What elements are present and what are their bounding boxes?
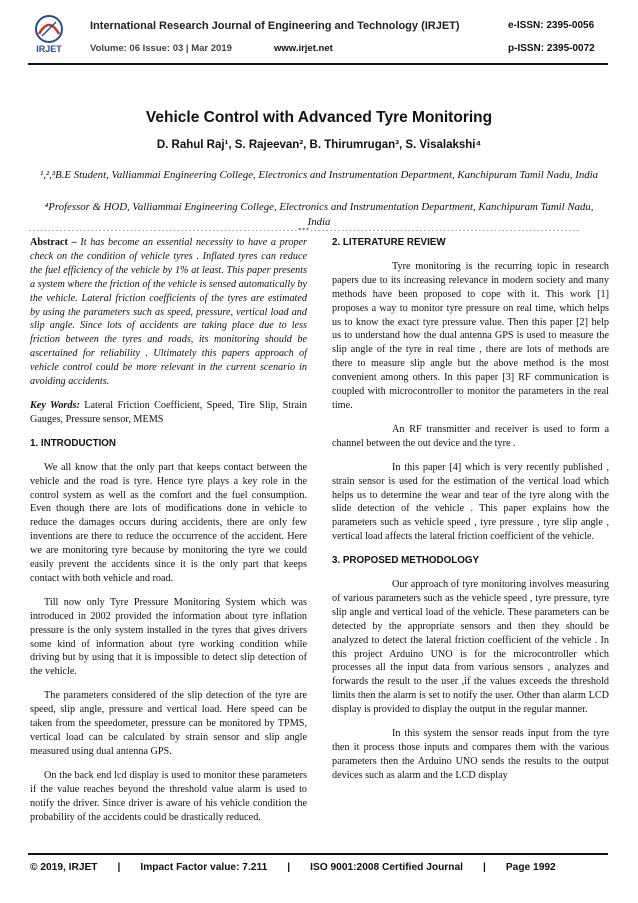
intro-paragraph: Till now only Tyre Pressure Monitoring System which was introduced in 2002 provided the information about tyre inflation pressure is the only system installed in the tyres that gives drivers some kind of information about tyre working condition while driving but by using that it is impossible to detect slip detection of the vehicle. <box>30 596 307 678</box>
footer-iso: ISO 9001:2008 Certified Journal <box>310 862 463 873</box>
footer-divider: | <box>287 862 291 873</box>
left-column <box>30 236 307 834</box>
methodology-paragraph: In this system the sensor reads input from the tyre then it process those inputs and compares them with the various parameters then the Arduino UNO sends the results to the output devices such as alarm and the LCD display <box>332 728 609 781</box>
paper-title: Vehicle Control with Advanced Tyre Monitoring <box>145 109 493 126</box>
footer-divider: | <box>117 862 121 873</box>
footer-divider: | <box>483 862 486 873</box>
footer-page-number: Page 1992 <box>505 862 556 873</box>
abstract <box>30 236 307 389</box>
footer-impact-factor: Impact Factor value: 7.211 <box>140 862 268 873</box>
literature-paragraph: An RF transmitter and receiver is used to form a channel between the out device and the tyre . <box>332 423 609 449</box>
footer-rule <box>28 853 608 855</box>
methodology-paragraph: Our approach of tyre monitoring involves measuring of various parameters such as the vehicle speed , tyre pressure, tyre slip angle and vertical load of the vehicle. These parameters can be detected by the appropriate sensors and then they should be analyzed to detect the lateral friction coefficient of the vehicle . In this project Arduino UNO is for the microcontroller which processes all the input data from various sensors , analyzes and forwards the result to the user ,if the values exceeds the threshold limits then the alarm is set to notify the user. Other than alarm LCD display is provided to display the output in the regular manner. <box>332 579 609 716</box>
section-separator: ---------------------------------------------------------------------***--------------------------------------------------------------------- <box>28 227 580 234</box>
affiliation-professor: ⁴Professor & HOD, Valliammai Engineering College, Electronics and Instrumentation Department, Kanchipuram Tamil Nadu, India <box>44 201 594 228</box>
page-footer <box>30 862 608 873</box>
keywords-text: Lateral Friction Coefficient, Speed, Tire Slip, Strain Gauges, Pressure sensor, MEMS <box>30 399 307 425</box>
intro-paragraph: The parameters considered of the slip detection of the tyre are speed, slip angle, pressure and vertical load. Here speed can be taken from the speedometer, pressure can be monitored by TPMS, vertical load can be calculated by strain sensor and slip angle measured using dual antenna GPS. <box>30 690 307 757</box>
methodology-heading: 3. PROPOSED METHODOLOGY <box>332 555 479 567</box>
right-column <box>332 236 609 793</box>
literature-paragraph: Tyre monitoring is the recurring topic in research papers due to its increasing relevance in modern society and many methods have been proposed to cope with it. This work [1] proposes a way to monitor tyre pressure on real time, which helps us to know the exact tyre pressure value. Then this paper [2] help us to understand how the dual antenna GPS is used to measure the slip angle of the tyre in real time , there are lots of methods are there to measure slip angle but the above method is the most convenient among others. In this paper [3] RF communication is coupled with microcontroller to monitor the parameters in the real time. <box>332 260 609 411</box>
footer-copyright: © 2019, IRJET <box>30 862 98 873</box>
affiliation-students: ¹,²,³B.E Student, Valliammai Engineering College, Electronics and Instrumentation Department, Kanchipuram Tamil Nadu, India <box>40 169 599 181</box>
journal-website-link[interactable]: www.irjet.net <box>274 43 333 54</box>
e-issn: e-ISSN: 2395-0056 <box>508 20 595 31</box>
author-list: D. Rahul Raj¹, S. Rajeevan², B. Thirumrugan³, S. Visalakshi⁴ <box>156 139 482 151</box>
abstract-text: It has become an essential necessity to have a proper check on the condition of vehicle tyres . Inflated tyres can reduce the fuel efficiency of the vehicle by 1% at least. This paper presents a system where the friction of the vehicle is sensed automatically by the vehicle. Lateral friction coefficients of the tyres are estimated by using the parameters such as speed, pressure, vertical load and slip angle. Since lots of accidents are taking place due to less friction between the tyres and roads, its monitoring should be ascertained for reliability . Ultimately this papers approach of vehicle control could be more relevant in the current scenario in avoiding accidents. <box>30 237 307 388</box>
irjet-logo-icon <box>30 14 68 54</box>
journal-name: International Research Journal of Engineering and Technology (IRJET) <box>90 20 460 32</box>
literature-review-heading: 2. LITERATURE REVIEW <box>332 237 446 248</box>
abstract-label: Abstract – <box>30 237 77 248</box>
logo-text: IRJET <box>36 44 62 54</box>
keywords-label: Key Words: <box>30 399 80 411</box>
introduction-heading: 1. INTRODUCTION <box>30 437 116 449</box>
p-issn: p-ISSN: 2395-0072 <box>508 43 595 54</box>
keywords <box>30 399 307 427</box>
header-rule <box>28 63 608 65</box>
literature-paragraph: In this paper [4] which is very recently published , strain sensor is used for the estimation of the vertical load which helps us to determine the wear and tear of the tyre along with the slide detection of the vehicle . This paper explains how the parameters such as vehicle speed , tyre pressure , tyre slip angle , vertical load affects the lateral friction coefficient of the vehicle. <box>332 461 609 543</box>
intro-paragraph: We all know that the only part that keeps contact between the vehicle and the road is tyre. Hence tyre plays a key role in the control system as well as the comfort and the fuel consumption. Even though there are lots of modifications done in vehicle to reduce the damages occurs during accidents, there are only few inventions are there to reduce the occurrence of the accident. Here we are monitoring tyre because by monitoring the tyre we could easily prevent the accidents since it is the only part that keeps contact with both vehicle and road. <box>30 461 307 584</box>
intro-paragraph: On the back end lcd display is used to monitor these parameters if the value reaches beyond the threshold value alarm is used to notify the driver. Since driver is aware of his vehicle condition the probability of the accidents could be drastically reduced. <box>30 769 307 823</box>
volume-issue: Volume: 06 Issue: 03 | Mar 2019 <box>90 43 232 54</box>
